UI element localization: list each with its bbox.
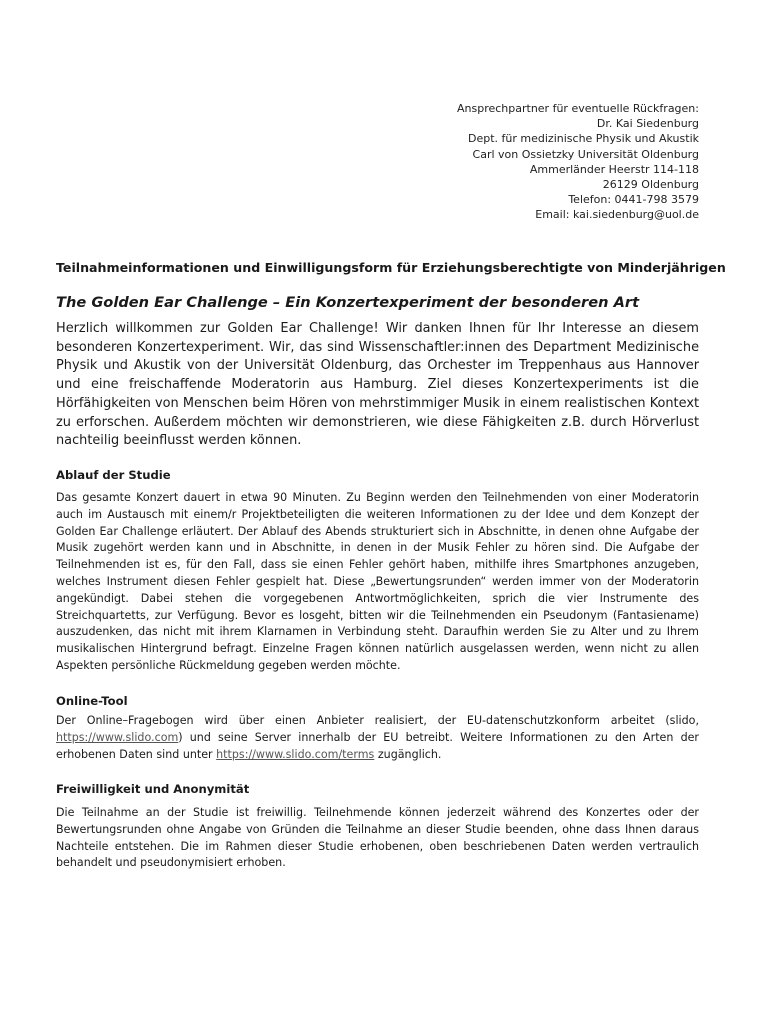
section-text-online-tool [56,713,699,763]
contact-line: Ammerländer Heerstr 114-118 [529,162,699,176]
section-heading-online-tool: Online-Tool [56,694,128,708]
online-text-part: zugänglich. [374,747,442,761]
section-heading-ablauf: Ablauf der Studie [56,468,171,482]
section-text-freiwilligkeit: Die Teilnahme an der Studie ist freiwillig. Teilnehmende können jederzeit während des Konzertes oder der Bewertungsrunden ohne Angabe von Gründen die Teilnahme an dieser Studie beenden, ohne dass Ihnen daraus Nachteile entstehen. Die im Rahmen dieser Studie erhobenen, oben beschriebenen Daten werden vertraulich behandelt und pseudonymisiert erhoben. [56,806,699,870]
contact-line: Carl von Ossietzky Universität Oldenburg [472,147,699,161]
section-text-ablauf: Das gesamte Konzert dauert in etwa 90 Minuten. Zu Beginn werden den Teilnehmenden von einer Moderatorin auch im Austausch mit einem/r Projektbeteiligten die weiteren Informationen zu der Idee und dem Konzept der Golden Ear Challenge erläutert. Der Ablauf des Abends strukturiert sich in Abschnitte, in denen ohne Aufgabe der Musik zugehört werden kann und in Abschnitte, in denen in der Musik Fehler zu hören sind. Die Aufgabe der Teilnehmenden ist es, für den Fall, dass sie einen Fehler gehört haben, mithilfe ihres Smartphones anzugeben, welches Instrument diesen Fehler gespielt hat. Diese „Bewertungsrunden“ werden immer von der Moderatorin angekündigt. Dabei stehen die vorgegebenen Antwortmöglichkeiten, sprich die vier Instrumente des Streichquartetts, zur Verfügung. Bevor es losgeht, bitten wir die Teilnehmenden ein Pseudonym (Fantasiename) auszudenken, das nicht mit ihrem Klarnamen in Verbindung steht. Daraufhin werden Sie zu Alter und zu Ihrem musikalischen Hintergrund befragt. Einzelne Fragen können natürlich ausgelassen werden, wenn nicht zu allen Aspekten persönliche Rückmeldung gegeben werden möchte. [56,491,699,672]
intro-paragraph: Herzlich willkommen zur Golden Ear Challenge! Wir danken Ihnen für Ihr Interesse an diesem besonderen Konzertexperiment. Wir, das sind Wissenschaftler:innen des Department Medizinische Physik und Akustik von der Universität Oldenburg, das Orchester im Treppenhaus aus Hannover und eine freischaffende Moderatorin aus Hamburg. Ziel dieses Konzertexperiments ist die Hörfähigkeiten von Menschen beim Hören von mehrstimmiger Musik in einem realistischen Kontext zu erforschen. Außerdem möchten wir demonstrieren, wie diese Fähigkeiten z.B. durch Hörverlust nachteilig beeinflusst werden können. [56,321,699,449]
contact-email: Email: kai.siedenburg@uol.de [535,208,699,222]
contact-line: Telefon: 0441-798 3579 [568,193,699,207]
contact-line: Dr. Kai Siedenburg [596,117,699,131]
online-text-part: Der Online–Fragebogen wird über einen Anbieter realisiert, der EU-datenschutzkonform arbeitet (slido, [56,714,699,727]
contact-line: 26129 Oldenburg [602,178,699,192]
section-heading-freiwilligkeit: Freiwilligkeit und Anonymität [56,782,250,796]
contact-line: Ansprechpartner für eventuelle Rückfragen: [456,102,699,115]
contact-block [339,101,699,223]
document-title: The Golden Ear Challenge – Ein Konzertexperiment der besonderen Art [56,294,640,311]
document-heading: Teilnahmeinformationen und Einwilligungsform für Erziehungsberechtigte von Minderjährigen [56,260,726,275]
contact-line: Dept. für medizinische Physik und Akustik [468,132,699,146]
slido-link[interactable]: https://www.slido.com [56,730,179,744]
online-text-part: ) und seine Server innerhalb der EU betreibt. Weitere Informationen zu den Arten der erhobenen Daten sind unter [56,730,699,761]
slido-terms-link[interactable]: https://www.slido.com/terms [216,747,375,761]
